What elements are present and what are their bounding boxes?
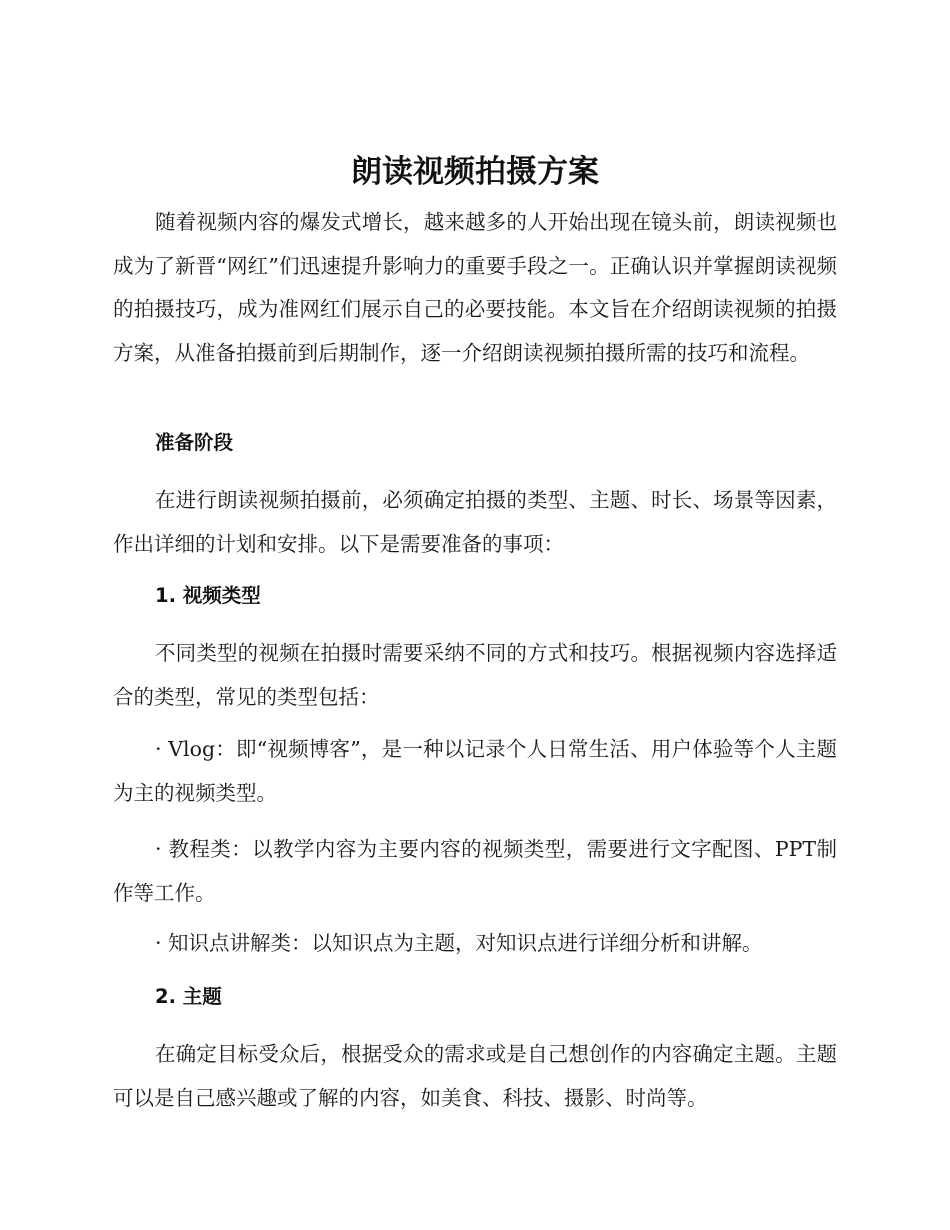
document-title: 朗读视频拍摄方案 [351,154,599,190]
intro-paragraph: 随着视频内容的爆发式增长，越来越多的人开始出现在镜头前，朗读视频也成为了新晋“网红”们迅速提升影响力的重要手段之一。正确认识并掌握朗读视频的拍摄技巧，成为准网红们展示自己的必要技能。本文旨在介绍朗读视频的拍摄方案，从准备拍摄前到后期制作，逐一介绍朗读视频拍摄所需的技巧和流程。 [113,210,837,365]
section-heading-prep: 准备阶段 [155,431,234,454]
theme-paragraph: 在确定目标受众后，根据受众的需求或是自己想创作的内容确定主题。主题可以是自己感兴趣或了解的内容，如美食、科技、摄影、时尚等。 [113,1042,837,1110]
bullet-vlog: · Vlog：即“视频博客”，是一种以记录个人日常生活、用户体验等个人主题为主的视频类型。 [113,737,837,805]
bullet-tutorial: · 教程类：以教学内容为主要内容的视频类型，需要进行文字配图、PPT制作等工作。 [113,837,837,905]
item-heading-video-type: 1. 视频类型 [155,584,261,607]
bullet-knowledge: · 知识点讲解类：以知识点为主题，对知识点进行详细分析和讲解。 [155,931,763,955]
item-heading-theme: 2. 主题 [155,985,222,1008]
video-type-paragraph: 不同类型的视频在拍摄时需要采纳不同的方式和技巧。根据视频内容选择适合的类型，常见的类型包括： [113,641,837,709]
prep-paragraph: 在进行朗读视频拍摄前，必须确定拍摄的类型、主题、时长、场景等因素，作出详细的计划和安排。以下是需要准备的事项： [113,488,837,556]
